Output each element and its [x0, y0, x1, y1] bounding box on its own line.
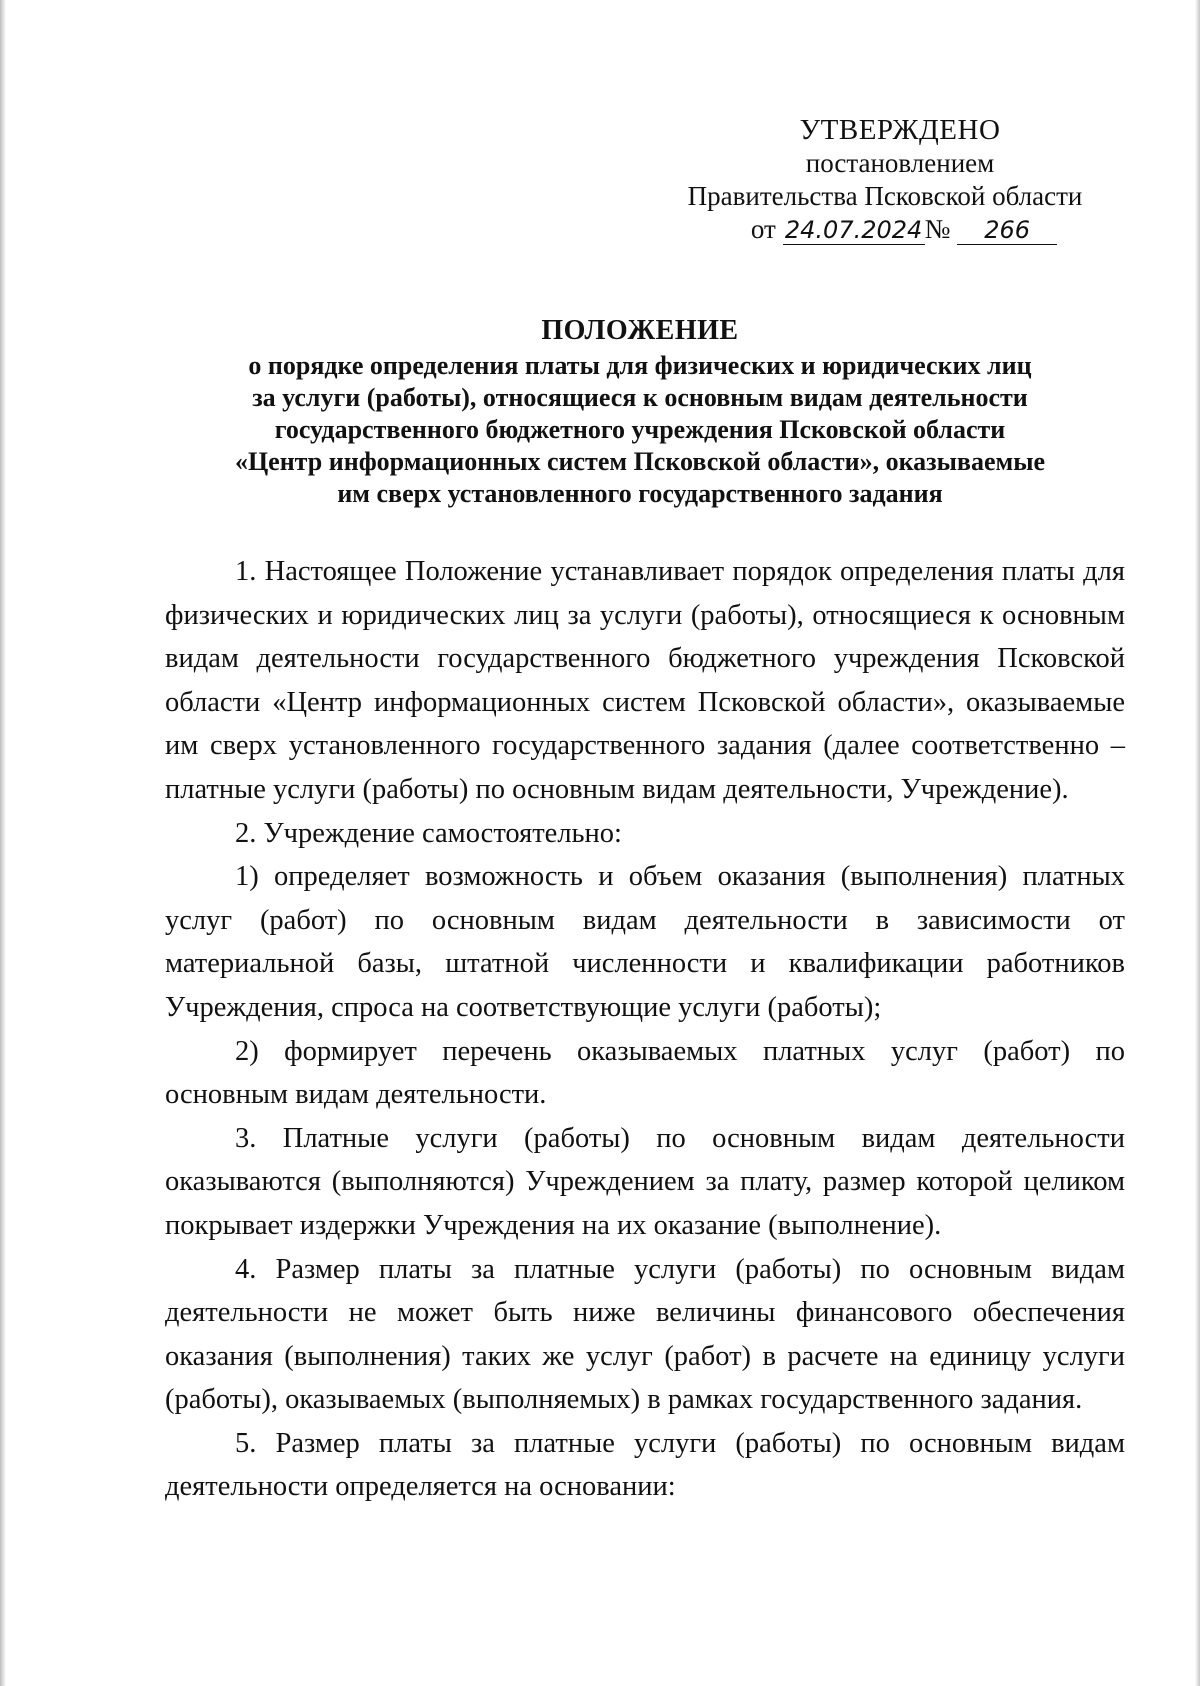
- handwritten-number: 266: [957, 216, 1057, 245]
- title-main: ПОЛОЖЕНИЕ: [541, 315, 739, 346]
- paragraph-2: 2. Учреждение самостоятельно:: [235, 817, 622, 849]
- paragraph-3: 3. Платные услуги (работы) по основным видам деятельности оказываются (выполняются) Учреждением за плату, размер которой целиком покрывает издержки Учреждения на их оказание (выполнение).: [165, 1122, 1125, 1241]
- title-line: государственного бюджетного учреждения Псковской области: [274, 415, 1006, 444]
- approval-heading: УТВЕРЖДЕНО: [799, 114, 1001, 146]
- scan-edge-right: [1195, 0, 1200, 1686]
- date-prefix: от: [750, 214, 776, 244]
- paragraph-2-item-1: 1) определяет возможность и объем оказания (выполнения) платных услуг (работ) по основным видам деятельности в зависимости от материальной базы, штатной численности и квалификации работников Учреждения, спроса на соответствующие услуги (работы);: [165, 861, 1125, 1023]
- title-line: о порядке определения платы для физических и юридических лиц: [248, 351, 1032, 380]
- scan-edge-left: [0, 0, 6, 1686]
- approval-line-2: Правительства Псковской области: [687, 181, 1083, 211]
- title-line: за услуги (работы), относящиеся к основным видам деятельности: [252, 383, 1028, 412]
- document-title: [150, 312, 1130, 510]
- paragraph-2-item-2: 2) формирует перечень оказываемых платных услуг (работ) по основным видам деятельности.: [165, 1035, 1125, 1111]
- paragraph-5: 5. Размер платы за платные услуги (работы) по основным видам деятельности определяется на основании:: [165, 1427, 1125, 1503]
- document-body: [165, 550, 1125, 1509]
- paragraph-1: 1. Настоящее Положение устанавливает порядок определения платы для физических и юридических лиц за услуги (работы), относящиеся к основным видам деятельности государственного бюджетного учреждения Псковской области «Центр информационных систем Псковской области», оказываемые им сверх установленного государственного задания (далее соответственно – платные услуги (работы) по основным видам деятельности, Учреждение).: [165, 556, 1125, 805]
- paragraph-4: 4. Размер платы за платные услуги (работы) по основным видам деятельности не может быть ниже величины финансового обеспечения оказания (выполнения) таких же услуг (работ) в расчете на единицу услуги (работы), оказываемых (выполняемых) в рамках государственного задания.: [165, 1253, 1125, 1416]
- handwritten-date: 24.07.2024: [783, 216, 925, 245]
- number-sign: №: [924, 214, 951, 244]
- approval-line-1: постановлением: [805, 148, 995, 178]
- approval-date-line: [688, 213, 1120, 246]
- title-line: «Центр информационных систем Псковской области», оказываемые: [234, 447, 1046, 476]
- approval-stamp: [650, 114, 1120, 246]
- title-line: им сверх установленного государственного задания: [337, 479, 943, 508]
